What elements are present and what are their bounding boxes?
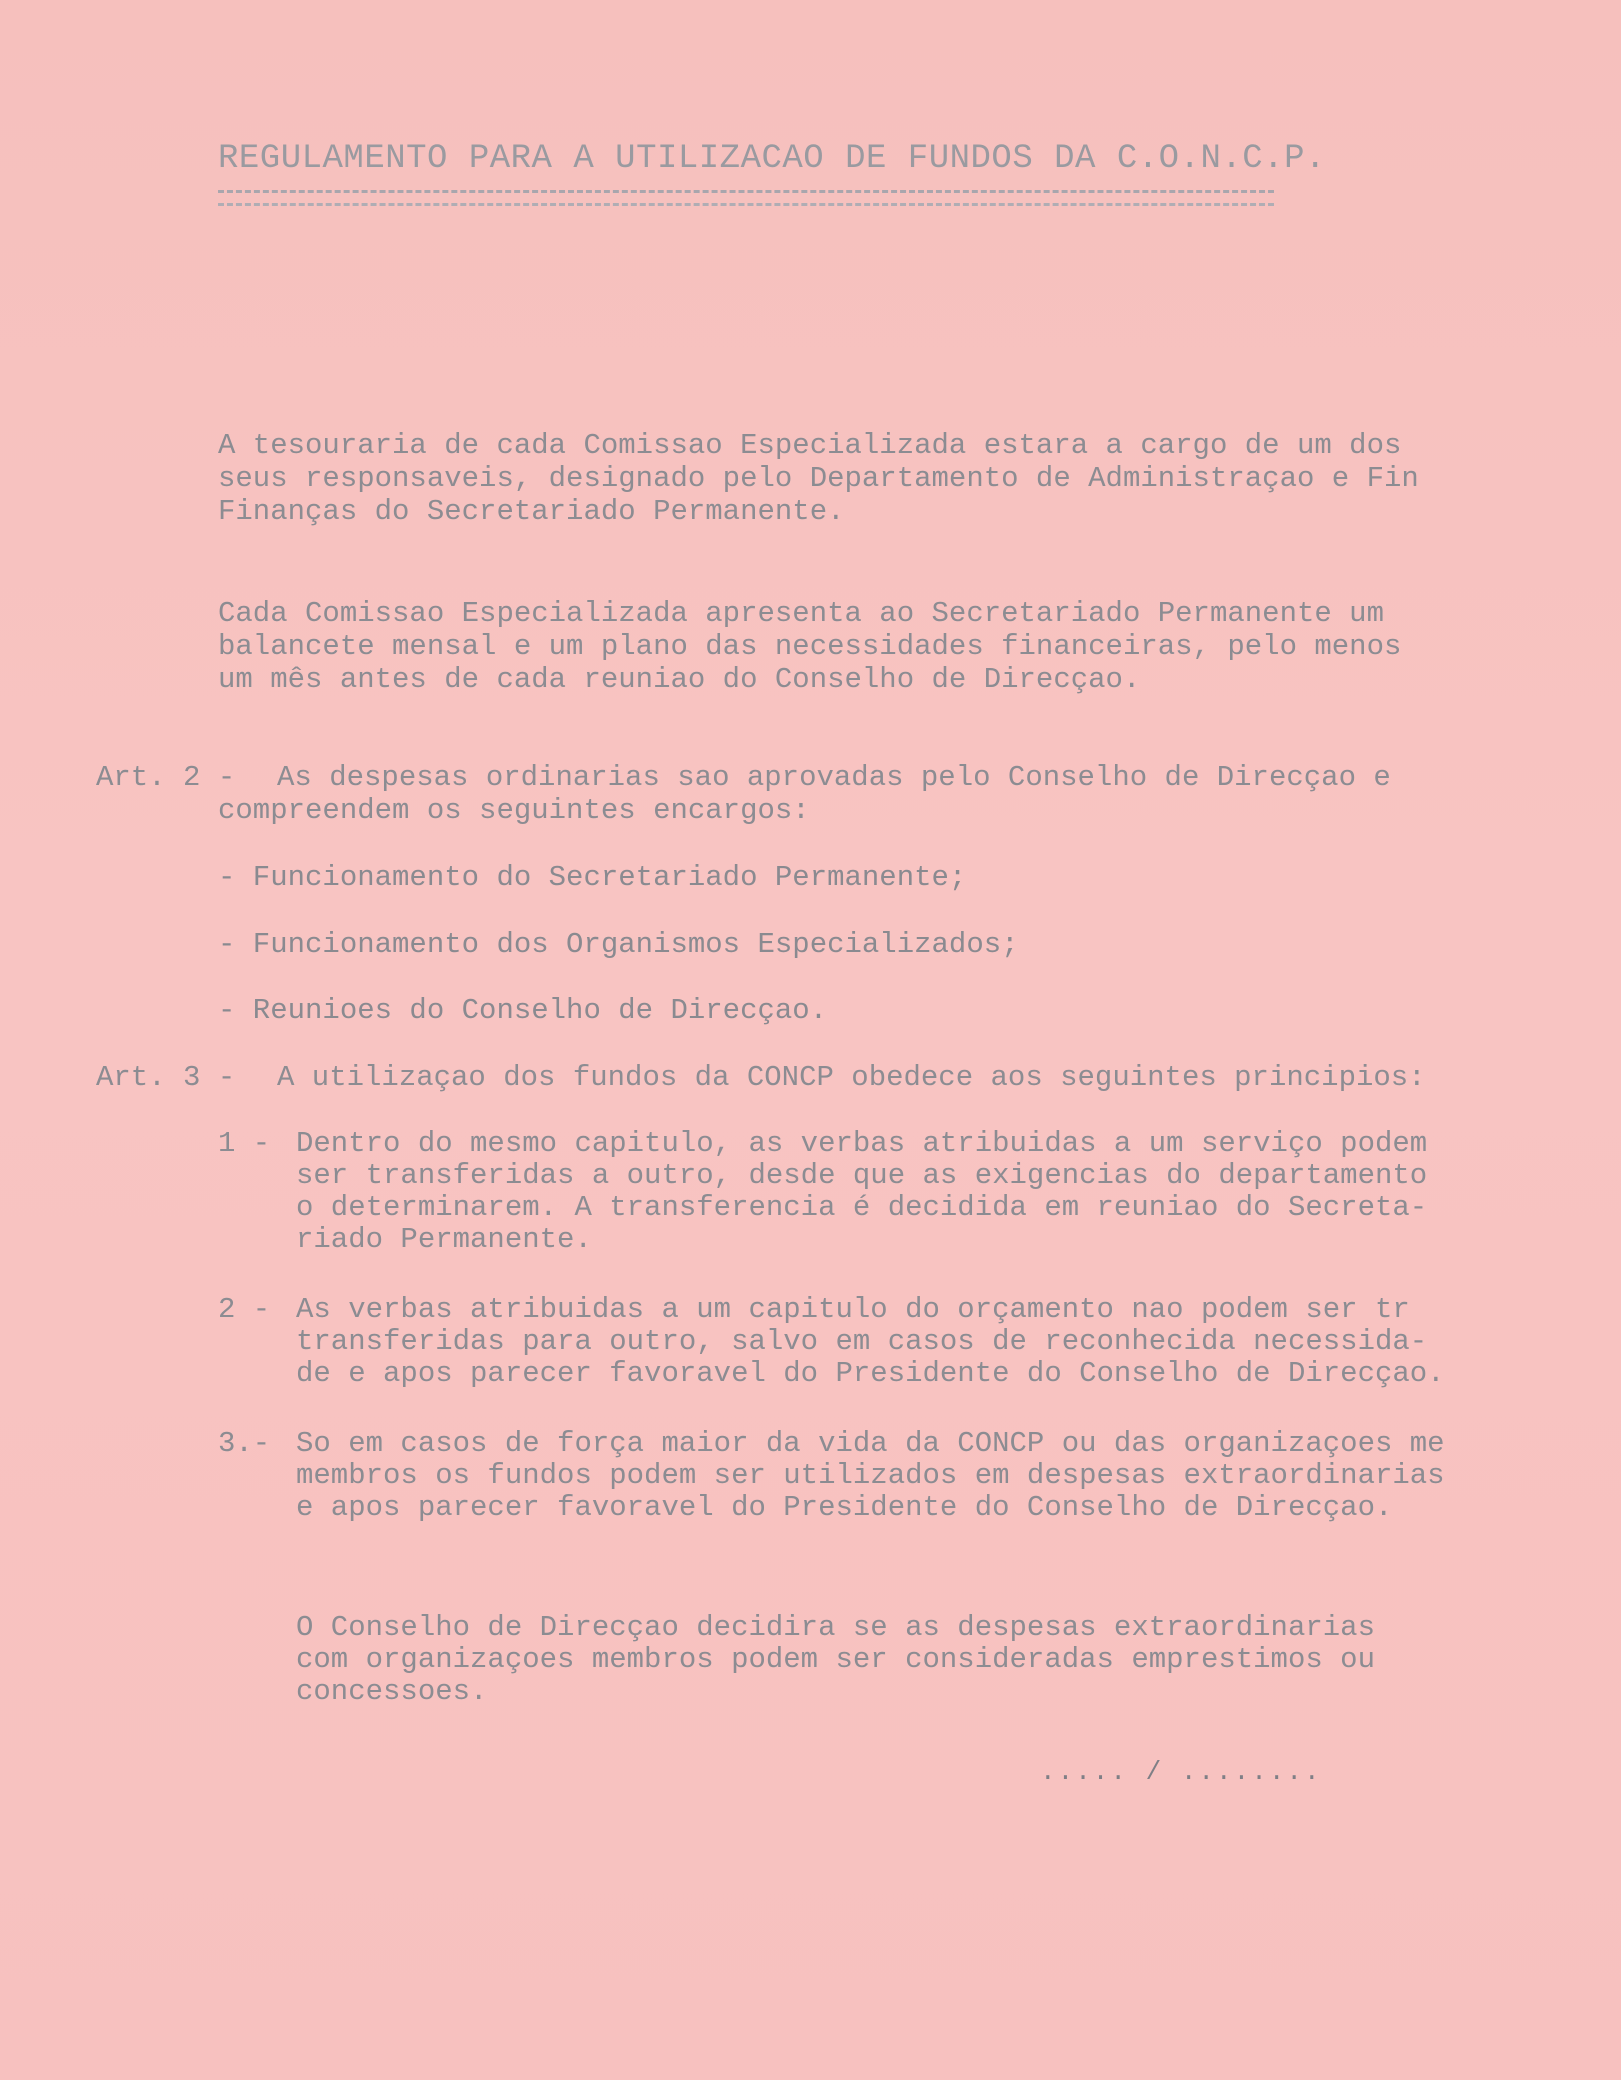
paragraph-1-line-1: A tesouraria de cada Comissao Especializada estara a cargo de um dos: [218, 429, 1402, 462]
article-3-item-2-line-1: As verbas atribuidas a um capitulo do orçamento nao podem ser tr: [296, 1293, 1410, 1326]
article-3-item-2-line-3: de e apos parecer favoravel do Presidente do Conselho de Direcçao.: [296, 1357, 1445, 1390]
article-2-line-1: As despesas ordinarias sao aprovadas pelo Conselho de Direcçao e: [277, 761, 1391, 794]
article-3-item-1-line-4: riado Permanente.: [296, 1223, 592, 1256]
closing-line-1: O Conselho de Direcçao decidira se as despesas extraordinarias: [296, 1611, 1375, 1644]
paragraph-1-line-3: Finanças do Secretariado Permanente.: [218, 495, 845, 528]
paragraph-2-line-3: um mês antes de cada reuniao do Conselho de Direcçao.: [218, 663, 1141, 696]
paragraph-2-line-1: Cada Comissao Especializada apresenta ao Secretariado Permanente um: [218, 597, 1384, 630]
article-3-item-3-line-2: membros os fundos podem ser utilizados em despesas extraordinarias: [296, 1459, 1445, 1492]
article-3-item-3-number: 3.-: [218, 1427, 271, 1460]
article-3-item-3-line-1: So em casos de força maior da vida da CONCP ou das organizaçoes me: [296, 1427, 1445, 1460]
article-2-item-1: - Funcionamento do Secretariado Permanente;: [218, 861, 967, 894]
article-3-item-2-line-2: transferidas para outro, salvo em casos de reconhecida necessida-: [296, 1325, 1428, 1358]
title-underline: [218, 190, 1274, 206]
article-2-item-2: - Funcionamento dos Organismos Especializados;: [218, 928, 1019, 961]
article-3-item-3-line-3: e apos parecer favoravel do Presidente do Conselho de Direcçao.: [296, 1491, 1393, 1524]
article-3-item-1-line-2: ser transferidas a outro, desde que as exigencias do departamento: [296, 1159, 1428, 1192]
article-3-item-1-line-1: Dentro do mesmo capitulo, as verbas atribuidas a um serviço podem: [296, 1127, 1428, 1160]
paragraph-2-line-2: balancete mensal e um plano das necessidades financeiras, pelo menos: [218, 630, 1402, 663]
closing-line-2: com organizaçoes membros podem ser consideradas emprestimos ou: [296, 1643, 1375, 1676]
article-3-item-2-number: 2 -: [218, 1293, 271, 1326]
article-2-line-2: compreendem os seguintes encargos:: [218, 794, 810, 827]
closing-line-3: concessoes.: [296, 1675, 488, 1708]
article-3-label: Art. 3 -: [96, 1061, 236, 1094]
article-3-intro: A utilizaçao dos fundos da CONCP obedece aos seguintes principios:: [277, 1061, 1426, 1094]
paragraph-1-line-2: seus responsaveis, designado pelo Departamento de Administraçao e Fin: [218, 462, 1419, 495]
article-2-item-3: - Reunioes do Conselho de Direcçao.: [218, 994, 828, 1027]
page-continuation-mark: ..... / ........: [1040, 1757, 1322, 1787]
document-title: REGULAMENTO PARA A UTILIZACAO DE FUNDOS DA C.O.N.C.P.: [218, 140, 1326, 178]
article-3-item-1-number: 1 -: [218, 1127, 271, 1160]
article-3-item-1-line-3: o determinarem. A transferencia é decidida em reuniao do Secreta-: [296, 1191, 1428, 1224]
article-2-label: Art. 2 -: [96, 761, 236, 794]
